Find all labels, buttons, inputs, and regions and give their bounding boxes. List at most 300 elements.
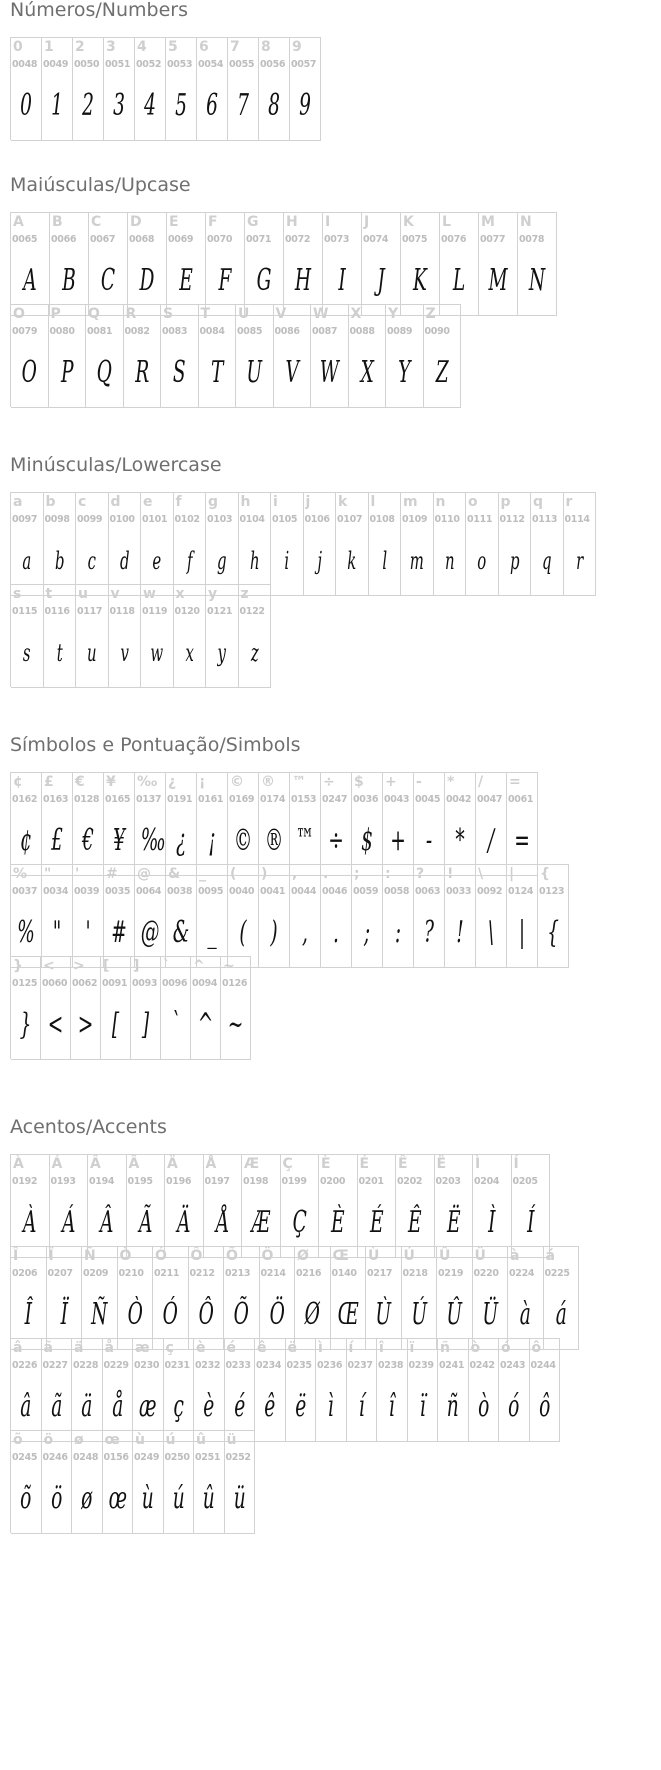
glyph-cell: [124, 304, 162, 408]
glyph-cell: [104, 37, 135, 141]
glyph-char-label: {: [540, 866, 550, 882]
glyph-cell: [161, 956, 191, 1060]
glyph-code: 0224: [509, 1268, 535, 1279]
glyph-sample: ä: [81, 1389, 93, 1424]
glyph-cell: [41, 956, 71, 1060]
glyph-cell: [128, 212, 167, 316]
glyph-code: 0079: [12, 326, 38, 337]
glyph-char-label: E: [169, 214, 179, 230]
glyph-code: 0092: [477, 886, 503, 897]
glyph-cell: [11, 864, 42, 968]
glyph-sample: æ: [139, 1389, 157, 1424]
glyph-sample: M: [488, 263, 508, 298]
glyph-code: 0109: [402, 514, 428, 525]
section: [10, 0, 321, 140]
glyph-code: 0122: [239, 606, 265, 617]
glyph-code: 0074: [363, 234, 389, 245]
glyph-sample: ": [52, 915, 62, 950]
glyph-sample: €: [82, 823, 94, 858]
glyph-char-label: \: [478, 866, 484, 882]
glyph-cell: [499, 1338, 530, 1442]
glyph-sample: ü: [233, 1481, 246, 1516]
glyph-cell: [437, 1246, 473, 1350]
glyph-sample: ã: [50, 1389, 62, 1424]
glyph-cell: [466, 492, 499, 596]
glyph-code: 0228: [73, 1360, 99, 1371]
glyph-sample: ì: [327, 1389, 334, 1424]
glyph-cell: [435, 1154, 474, 1258]
glyph-char-label: ©: [230, 774, 244, 790]
glyph-code: 0128: [74, 794, 100, 805]
glyph-sample: G: [256, 263, 272, 298]
glyph-sample: d: [119, 547, 130, 575]
glyph-cell: [259, 37, 290, 141]
glyph-sample: [: [111, 1007, 120, 1042]
glyph-cell: [47, 1246, 83, 1350]
glyph-sample: ï: [419, 1389, 426, 1424]
glyph-cell: [383, 772, 414, 876]
glyph-code: 0098: [44, 514, 70, 525]
glyph-code: 0069: [168, 234, 194, 245]
glyph-cell: [438, 1338, 469, 1442]
glyph-sample: w: [150, 639, 164, 667]
glyph-cell: [290, 37, 321, 141]
glyph-char-label: ]: [133, 958, 140, 974]
glyph-sample: À: [23, 1205, 37, 1240]
glyph-code: 0034: [43, 886, 69, 897]
glyph-code: 0174: [260, 794, 286, 805]
glyph-code: 0102: [174, 514, 200, 525]
glyph-code: 0081: [87, 326, 113, 337]
glyph-code: 0036: [353, 794, 379, 805]
glyph-code: 0064: [136, 886, 162, 897]
glyph-code: 0161: [198, 794, 224, 805]
glyph-cell: [286, 1338, 317, 1442]
glyph-cell: [401, 212, 440, 316]
glyph-sample: L: [452, 263, 466, 298]
glyph-char-label: .: [323, 866, 329, 882]
glyph-char-label: v: [110, 586, 120, 602]
glyph-char-label: ñ: [440, 1340, 450, 1356]
glyph-char-label: Ô: [190, 1248, 203, 1264]
glyph-cell: [49, 304, 87, 408]
glyph-char-label: a: [13, 494, 23, 510]
glyph-code: 0210: [118, 1268, 144, 1279]
glyph-cell: [239, 492, 272, 596]
glyph-cell: [42, 1430, 73, 1534]
glyph-sample: R: [134, 355, 149, 390]
glyph-char-label: r: [565, 494, 573, 510]
glyph-cell: [73, 864, 104, 968]
glyph-cell: [164, 1338, 195, 1442]
glyph-cell: [311, 304, 349, 408]
glyph-cell: [135, 37, 166, 141]
glyph-cell: [531, 492, 564, 596]
glyph-char-label: Ã: [128, 1156, 140, 1172]
glyph-sample: â: [20, 1389, 32, 1424]
glyph-code: 0126: [222, 978, 248, 989]
glyph-char-label: 3: [106, 39, 116, 55]
glyph-char-label: Õ: [226, 1248, 238, 1264]
glyph-sample: Ø: [304, 1297, 320, 1332]
glyph-char-label: Ø: [297, 1248, 309, 1264]
glyph-sample: Ì: [488, 1205, 496, 1240]
glyph-cell: [11, 304, 49, 408]
glyph-sample: (: [239, 915, 247, 950]
glyph-sample: ;: [363, 915, 371, 950]
glyph-cell: [11, 1246, 47, 1350]
glyph-cell: [11, 492, 44, 596]
glyph-code: 0219: [438, 1268, 464, 1279]
glyph-char-label: V: [275, 306, 287, 322]
glyph-code: 0211: [154, 1268, 180, 1279]
glyph-char-label: &: [168, 866, 181, 882]
glyph-sample: H: [294, 263, 312, 298]
glyph-cell: [167, 212, 206, 316]
glyph-code: 0101: [142, 514, 168, 525]
glyph-row: [10, 864, 569, 967]
glyph-code: 0195: [127, 1176, 153, 1187]
glyph-sample: ¿: [176, 823, 186, 858]
glyph-code: 0248: [73, 1452, 99, 1463]
glyph-sample: B: [62, 263, 76, 298]
glyph-code: 0232: [195, 1360, 221, 1371]
glyph-code: 0242: [469, 1360, 495, 1371]
glyph-cell: [197, 772, 228, 876]
glyph-row: [10, 1430, 579, 1533]
glyph-row: [10, 1246, 579, 1349]
glyph-char-label: 6: [199, 39, 209, 55]
glyph-char-label: ú: [165, 1432, 176, 1448]
glyph-cell: [321, 864, 352, 968]
glyph-code: 0204: [474, 1176, 500, 1187]
glyph-code: 0230: [134, 1360, 160, 1371]
glyph-sample: k: [347, 547, 357, 575]
glyph-char-label: m: [403, 494, 418, 510]
glyph-code: 0121: [207, 606, 233, 617]
glyph-code: 0202: [397, 1176, 423, 1187]
glyph-code: 0233: [225, 1360, 251, 1371]
glyph-char-label: Ê: [398, 1156, 408, 1172]
glyph-row: [10, 1154, 579, 1257]
glyph-code: 0200: [320, 1176, 346, 1187]
glyph-cell: [174, 584, 207, 688]
glyph-sample: l: [381, 547, 387, 575]
glyph-cell: [42, 772, 73, 876]
glyph-char-label: Ï: [48, 1248, 54, 1264]
glyph-cell: [544, 1246, 580, 1350]
glyph-code: 0238: [378, 1360, 404, 1371]
glyph-char-label: ~: [223, 958, 235, 974]
glyph-sample: :: [394, 915, 402, 950]
glyph-char-label: [: [103, 958, 110, 974]
glyph-code: 0194: [89, 1176, 115, 1187]
glyph-code: 0245: [12, 1452, 38, 1463]
glyph-char-label: Ú: [403, 1248, 415, 1264]
glyph-code: 0100: [109, 514, 135, 525]
glyph-char-label: }: [13, 958, 23, 974]
glyph-row: [10, 212, 557, 315]
glyph-code: 0156: [103, 1452, 129, 1463]
glyph-cell: [206, 212, 245, 316]
glyph-code: 0035: [105, 886, 131, 897]
glyph-sample: ¡: [208, 823, 216, 858]
glyph-char-label: Ç: [282, 1156, 293, 1172]
glyph-char-label: ä: [74, 1340, 84, 1356]
glyph-code: 0073: [324, 234, 350, 245]
glyph-char-label: £: [44, 774, 54, 790]
glyph-cell: [189, 1246, 225, 1350]
glyph-cell: [507, 772, 538, 876]
glyph-sample: \: [487, 915, 495, 950]
glyph-char-label: 0: [13, 39, 23, 55]
glyph-code: 0106: [304, 514, 330, 525]
glyph-sample: }: [19, 1007, 32, 1042]
glyph-cell: [499, 492, 532, 596]
glyph-cell: [228, 864, 259, 968]
glyph-sample: Ù: [375, 1297, 392, 1332]
glyph-sample: Ï: [60, 1297, 68, 1332]
glyph-sample: ¢: [20, 823, 32, 858]
glyph-char-label: ®: [261, 774, 275, 790]
glyph-sample: Y: [398, 355, 411, 390]
glyph-code: 0084: [199, 326, 225, 337]
glyph-sample: Õ: [233, 1297, 249, 1332]
glyph-code: 0114: [564, 514, 590, 525]
glyph-cell: [86, 304, 124, 408]
glyph-sample: t: [56, 639, 63, 667]
glyph-char-label: ì: [318, 1340, 323, 1356]
glyph-sample: .: [333, 915, 339, 950]
glyph-code: 0067: [90, 234, 116, 245]
glyph-char-label: C: [91, 214, 102, 230]
glyph-cell: [242, 1154, 281, 1258]
glyph-sample: C: [100, 263, 116, 298]
glyph-cell: [133, 1338, 164, 1442]
glyph-cell: [225, 1338, 256, 1442]
glyph-cell: [358, 1154, 397, 1258]
glyph-cell: [369, 492, 402, 596]
glyph-code: 0244: [530, 1360, 556, 1371]
glyph-sample: N: [528, 263, 546, 298]
glyph-char-label: è: [196, 1340, 206, 1356]
glyph-code: 0047: [477, 794, 503, 805]
glyph-code: 0213: [225, 1268, 251, 1279]
glyph-code: 0104: [239, 514, 265, 525]
glyph-char-label: j: [305, 494, 311, 510]
glyph-code: 0066: [51, 234, 77, 245]
glyph-code: 0113: [532, 514, 558, 525]
glyph-char-label: M: [481, 214, 495, 230]
glyph-code: 0057: [291, 59, 317, 70]
glyph-code: 0115: [12, 606, 38, 617]
glyph-code: 0099: [77, 514, 103, 525]
glyph-cell: [44, 584, 77, 688]
glyph-code: 0218: [402, 1268, 428, 1279]
glyph-code: 0217: [367, 1268, 393, 1279]
glyph-char-label: t: [45, 586, 53, 602]
glyph-cell: [408, 1338, 439, 1442]
glyph-char-label: N: [520, 214, 532, 230]
glyph-char-label: È: [321, 1156, 331, 1172]
glyph-char-label: -: [416, 774, 422, 790]
glyph-sample: î: [388, 1389, 395, 1424]
glyph-code: 0169: [229, 794, 255, 805]
glyph-cell: [224, 1246, 260, 1350]
glyph-sample: u: [86, 639, 97, 667]
glyph-cell: [76, 492, 109, 596]
glyph-cell: [135, 772, 166, 876]
glyph-code: 0044: [291, 886, 317, 897]
glyph-cell: [11, 956, 41, 1060]
glyph-sample: S: [172, 355, 186, 390]
glyph-cell: [89, 212, 128, 316]
glyph-char-label: k: [338, 494, 348, 510]
glyph-row: [10, 37, 321, 140]
glyph-cell: [153, 1246, 189, 1350]
glyph-cell: [204, 1154, 243, 1258]
glyph-sample: 5: [175, 88, 187, 123]
glyph-code: 0065: [12, 234, 38, 245]
glyph-sample: ): [270, 915, 278, 950]
glyph-code: 0068: [129, 234, 155, 245]
glyph-char-label: >: [73, 958, 85, 974]
glyph-char-label: å: [104, 1340, 114, 1356]
glyph-cell: [197, 864, 228, 968]
glyph-code: 0105: [272, 514, 298, 525]
glyph-cell: [434, 492, 467, 596]
glyph-sample: û: [202, 1481, 215, 1516]
glyph-sample: #: [111, 915, 127, 950]
glyph-code: 0040: [229, 886, 255, 897]
glyph-sample: a: [22, 547, 32, 575]
glyph-cell: [109, 492, 142, 596]
glyph-cell: [319, 1154, 358, 1258]
glyph-cell: [166, 37, 197, 141]
glyph-row: [10, 772, 569, 875]
glyph-char-label: ¥: [106, 774, 116, 790]
glyph-code: 0061: [508, 794, 534, 805]
glyph-cell: [295, 1246, 331, 1350]
glyph-code: 0124: [508, 886, 534, 897]
glyph-code: 0239: [408, 1360, 434, 1371]
glyph-code: 0038: [167, 886, 193, 897]
glyph-cell: [174, 492, 207, 596]
glyph-char-label: +: [385, 774, 397, 790]
glyph-char-label: Å: [205, 1156, 217, 1172]
glyph-sample: Ò: [127, 1297, 143, 1332]
glyph-cell: [11, 1430, 42, 1534]
glyph-code: 0041: [260, 886, 286, 897]
glyph-code: 0234: [256, 1360, 282, 1371]
glyph-cell: [347, 1338, 378, 1442]
glyph-cell: [161, 304, 199, 408]
glyph-sample: v: [120, 639, 129, 667]
glyph-char-label: b: [45, 494, 56, 510]
glyph-code: 0107: [337, 514, 363, 525]
glyph-cell: [73, 37, 104, 141]
glyph-cell: [386, 304, 424, 408]
glyph-code: 0116: [44, 606, 70, 617]
glyph-sample: ê: [264, 1389, 276, 1424]
glyph-sample: T: [210, 355, 223, 390]
glyph-code: 0059: [353, 886, 379, 897]
section: [10, 735, 569, 1059]
glyph-sample: ó: [508, 1389, 520, 1424]
glyph-char-label: Q: [88, 306, 100, 322]
glyph-code: 0052: [136, 59, 162, 70]
glyph-cell: [118, 1246, 154, 1350]
glyph-sample: p: [509, 547, 520, 575]
glyph-char-label: u: [78, 586, 88, 602]
glyph-code: 0250: [164, 1452, 190, 1463]
glyph-sample: ñ: [446, 1389, 459, 1424]
glyph-sample: ': [85, 915, 91, 950]
glyph-cell: [82, 1246, 118, 1350]
glyph-char-label: Û: [439, 1248, 451, 1264]
glyph-code: 0033: [446, 886, 472, 897]
glyph-sample: I: [338, 263, 346, 298]
glyph-code: 0199: [281, 1176, 307, 1187]
glyph-char-label: Ü: [474, 1248, 486, 1264]
glyph-char-label: e: [143, 494, 153, 510]
glyph-cell: [414, 772, 445, 876]
glyph-char-label: G: [247, 214, 259, 230]
glyph-cell: [508, 1246, 544, 1350]
glyph-sample: o: [477, 547, 487, 575]
glyph-char-label: y: [208, 586, 218, 602]
glyph-code: 0236: [317, 1360, 343, 1371]
glyph-char-label: Î: [13, 1248, 19, 1264]
glyph-code: 0050: [74, 59, 100, 70]
glyph-sample: Å: [215, 1205, 229, 1240]
glyph-cell: [11, 584, 44, 688]
glyph-sample: 7: [237, 88, 249, 123]
glyph-code: 0214: [260, 1268, 286, 1279]
glyph-code: 0235: [286, 1360, 312, 1371]
glyph-char-label: á: [545, 1248, 555, 1264]
glyph-char-label: _: [199, 866, 206, 882]
glyph-code: 0226: [12, 1360, 38, 1371]
glyph-code: 0196: [166, 1176, 192, 1187]
glyph-cell: [366, 1246, 402, 1350]
glyph-code: 0083: [162, 326, 188, 337]
glyph-char-label: I: [325, 214, 331, 230]
glyph-sample: ,: [302, 915, 308, 950]
glyph-code: 0112: [499, 514, 525, 525]
glyph-sample: |: [518, 915, 526, 950]
glyph-char-label: ¢: [13, 774, 23, 790]
glyph-cell: [290, 864, 321, 968]
glyph-char-label: 9: [292, 39, 302, 55]
glyph-sample: !: [456, 915, 464, 950]
glyph-cell: [191, 956, 221, 1060]
glyph-cell: [88, 1154, 127, 1258]
glyph-char-label: â: [13, 1340, 23, 1356]
glyph-char-label: H: [286, 214, 298, 230]
glyph-sample: X: [360, 355, 374, 390]
glyph-char-label: ": [44, 866, 52, 882]
glyph-cell: [473, 1246, 509, 1350]
glyph-sample: J: [377, 263, 385, 298]
glyph-cell: [71, 956, 101, 1060]
glyph-sample: W: [319, 355, 339, 390]
glyph-cell: [72, 1338, 103, 1442]
glyph-char-label: ¿: [168, 774, 177, 790]
glyph-char-label: Ò: [119, 1248, 132, 1264]
glyph-cell: [141, 492, 174, 596]
glyph-sample: ë: [294, 1389, 306, 1424]
